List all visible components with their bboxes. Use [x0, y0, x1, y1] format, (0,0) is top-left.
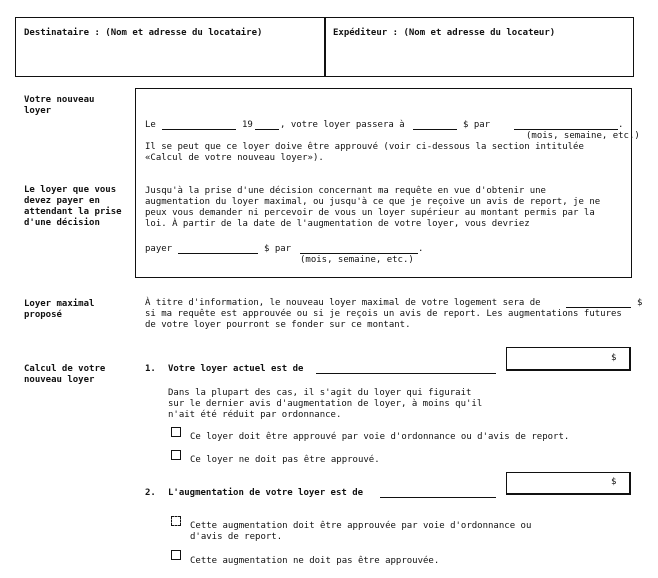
year-prefix: 19 [242, 120, 253, 130]
max-rent-p1: À titre d'information, le nouveau loyer maximal de votre logement sera de [145, 298, 541, 308]
increase-dollar: $ [611, 477, 617, 487]
new-rent-amount-field[interactable] [413, 129, 457, 130]
item2-option-b-checkbox[interactable] [171, 550, 181, 560]
recipient-box[interactable] [15, 17, 326, 77]
max-rent-dollar: $ [637, 298, 643, 308]
max-rent-label: Loyer maximal proposé [24, 299, 95, 320]
recipient-label: Destinataire : (Nom et adresse du locataire) [24, 28, 263, 38]
item2-line [380, 497, 496, 498]
interim-payer: payer [145, 244, 173, 254]
item2-option-b-text: Cette augmentation ne doit pas être approuvée. [190, 556, 440, 566]
item1-text: Votre loyer actuel est de [168, 364, 304, 374]
item1-number: 1. [145, 364, 156, 374]
item1-option-b-text: Ce loyer ne doit pas être approuvé. [190, 455, 380, 465]
item1-option-b-checkbox[interactable] [171, 450, 181, 460]
item2-number: 2. [145, 488, 156, 498]
new-rent-period-hint: (mois, semaine, etc.) [526, 131, 640, 141]
item1-option-a-checkbox[interactable] [171, 427, 181, 437]
interim-period-hint: (mois, semaine, etc.) [300, 255, 414, 265]
item2-option-a-text: Cette augmentation doit être approuvée par voie d'ordonnance ou d'avis de report. [190, 521, 532, 542]
new-rent-mid: , votre loyer passera à [280, 120, 405, 130]
rent-frame [135, 88, 632, 278]
max-rent-rest: si ma requête est approuvée ou si je reçois un avis de report. Les augmentations futures de votre loyer pourront se fonder sur ce montant. [145, 309, 622, 330]
item2-text: L'augmentation de votre loyer est de [168, 488, 364, 498]
interim-rent-label: Le loyer que vous devez payer en attendant la prise d'une décision [24, 185, 122, 228]
interim-dollar-par: $ par [264, 244, 292, 254]
item1-line [316, 373, 496, 374]
new-rent-period-field[interactable] [514, 129, 618, 130]
new-rent-note: Il se peut que ce loyer doive être approuvé (voir ci-dessous la section intitulée «Calcul de votre nouveau loyer»). [145, 142, 584, 163]
interim-period-end: . [418, 244, 424, 254]
new-rent-dollar-par: $ par [463, 120, 491, 130]
interim-paragraph: Jusqu'à la prise d'une décision concernant ma requête en vue d'obtenir une augmentation du loyer maximal, ou jusqu'à ce que je reçoive un avis de report, je ne peux vous demander ni percevoir de vous un loyer supérieur au montant permis par la loi. À partir de la date de l'augmentation de votre loyer, vous devriez [145, 186, 601, 229]
new-rent-le: Le [145, 120, 156, 130]
year-field[interactable] [255, 129, 279, 130]
new-rent-period-end: . [618, 120, 624, 130]
sender-box[interactable] [324, 17, 634, 77]
sender-label: Expéditeur : (Nom et adresse du locateur) [333, 28, 556, 38]
calc-label: Calcul de votre nouveau loyer [24, 364, 106, 385]
item1-note: Dans la plupart des cas, il s'agit du loyer qui figurait sur le dernier avis d'augmentation de loyer, à moins qu'il n'ait été réduit par ordonnance. [168, 388, 483, 420]
current-rent-dollar: $ [611, 353, 617, 363]
new-rent-label: Votre nouveau loyer [24, 95, 95, 116]
interim-period-field[interactable] [300, 253, 418, 254]
item2-option-a-checkbox[interactable] [171, 516, 181, 526]
date-field[interactable] [162, 129, 236, 130]
interim-amount-field[interactable] [178, 253, 258, 254]
max-rent-amount-field[interactable] [566, 307, 631, 308]
item1-option-a-text: Ce loyer doit être approuvé par voie d'ordonnance ou d'avis de report. [190, 432, 570, 442]
